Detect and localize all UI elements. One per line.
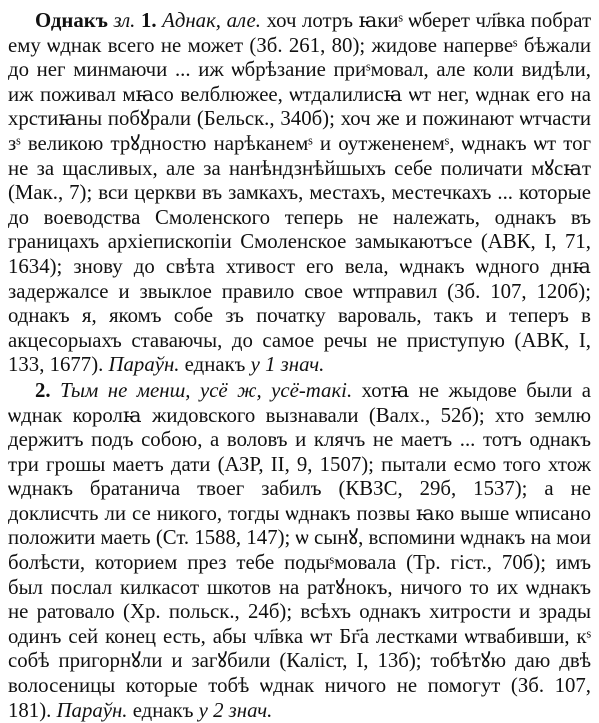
italic-text: Параўн. <box>56 698 128 722</box>
dictionary-entry-sense-1 <box>8 9 591 378</box>
italic-text: Параўн. <box>108 353 180 377</box>
entry-text: хотꙗ не жыдове были а ѡднак королꙗ жидовского вызнавали (Валх., 52б); хто землю держитъ подъ собою, а воловъ и клячъ не маетъ ... тотъ однакъ три грошы маетъ дати (АЗР, II, 9, 1507); пытали есмо того хтож ѡднакъ братанича твоег забилъ (КВЗС, 29б, 1537); а не доклисчть ли се никого, тогды ѡднакъ позвы ꙗко выше ѡписано положити маеть (Ст. 1588, 147); ѡ сынꙋ, вспомини ѡднакъ на мои болѣсти, которием през тебе подыˢмовала (Тр. гіст., 70б); имъ был послал килкасот шкотов на ратꙋнокъ, ничого то их ѡднакъ не ратовало (Хр. польск., 24б); всѣхъ однакъ хитрости и зрады одинъ сей конец есть, абы чл҃вка ѡт Бг҃а лестками ѡтвабивши, кˢ собѣ пригорнꙋли и загꙋбили (Каліст, І, 13б); тобѣтꙋю даю двѣ волосеницы которые тобѣ ѡднак ничого не помогут (Зб. 107, 181). <box>8 378 591 722</box>
italic-text: зл. <box>113 9 136 32</box>
dictionary-entry-sense-2 <box>8 379 591 723</box>
entry-text: хоч лотръ ꙗкиˢ ѡберет чл҃вка побрат ему ѡднак всего не может (Зб. 261, 80); жидове напервеˢ бѣжали до нег минмаючи ... иж ѡбрѣзание приˢмовал, але коли видѣли, иж поживал мꙗсо велблюжее, ѡтдалилисꙗ ѡт нег, ѡднак его на хрстиꙗны побꙋрали (Бельск., 340б); хоч же и пожинают ѡтчасти зˢ великою трꙋдностю нарѣканемˢ и оутжененемˢ, ѡднакъ ѡт тог не за щасливых, але за нанѣндзнѣйшыхъ себе поличати мꙋсꙗт (Мак., 7); вси церкви въ замкахъ, местахъ, местечкахъ ... которые до воеводства Смоленского теперь не належать, однакъ въ границахъ архіепископіи Смоленское замыкаютъсе (АВК, І, 71, 1634); знову до свѣта хтивост его вела, ѡднакъ ѡдного днꙗ задержалсе и звыклое правило свое ѡтправил (Зб. 107, 120б); однакъ я, якомъ собе зъ початку вароваль, такъ и теперъ в акцесорыахъ ставаючы, до самое речы не приступую (АВК, І, 133, 1677). <box>8 9 592 377</box>
italic-text: Аднак, але. <box>162 9 261 32</box>
italic-text: Тым не менш, усё ж, усё-такі. <box>60 378 353 402</box>
entry-text: еднакъ <box>127 698 199 722</box>
entry-text <box>51 379 60 402</box>
sense-number: 2. <box>35 378 51 402</box>
italic-text: у 1 знач. <box>250 353 325 377</box>
entry-headword: Однакъ <box>35 9 108 32</box>
entry-text: еднакъ <box>179 353 251 377</box>
sense-number: 1. <box>140 9 157 32</box>
italic-text: у 2 знач. <box>198 698 273 722</box>
